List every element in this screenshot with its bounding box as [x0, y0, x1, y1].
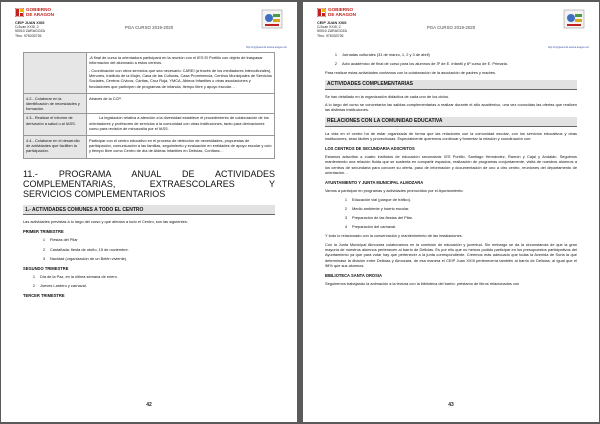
page-header [303, 5, 599, 49]
paragraph: A lo largo del curso se concretarán las salidas complementarias a realizar durante el año académico, una vez conocidas las ofertas que realicen las distintas instituciones. [325, 102, 577, 113]
table-cell-text: -A final de curso la orientadora participará en la reunión con el IES El Portillo con objeto de traspasar información del alumnado a estos centros. - Coordinación con otros servicios que sea necesario: CAREI (a través de los mediadores interculturales), Menores, Instituto de la Mujer, Casa de las Culturas, Casa Prominencia, Centros Municipales de Servicios Sociales, Centros Cívicos, Cáritas, Cruz Roja, YMCA, Abieca Infantiles u otras asociaciones y fundaciones que participen de programas de infancia, tiempo libre y apoyo escolar… [87, 53, 275, 94]
list-item: 1 Día de la Paz, en la última semana de enero. [32, 273, 118, 279]
paragraph: Se han detallado en la organización didáctica de cada uno de los ciclos. [325, 93, 450, 99]
page-number: 42 [146, 402, 152, 408]
table-row [24, 136, 275, 159]
subsection-title: BIBLIOTECA SANTA OROSIA [325, 273, 382, 279]
pga-title: PGA CURSO 2019-2020 [426, 25, 476, 30]
aragon-logo-icon [317, 8, 326, 17]
paragraph: Seguiremos trabajando la animación a la lectura con la biblioteca del barrio: préstamo de libros relacionados con [325, 281, 520, 287]
table-cell-text: La legislación relativa a atención a la diversidad establece el procedimiento de colaboración de los orientadores y profesores de servicios a la comunidad con otras instituciones, tanto para derivaciones como para revisión de minusvalía por el IASS. [87, 113, 275, 136]
table-row [24, 53, 275, 94]
school-badge-icon [563, 9, 585, 29]
list-item: 2 Acto académico de final de curso para los alumnos de 3º de E. Infantil y 6º curso de E. Primaria. [334, 61, 508, 67]
table-cell-label [24, 53, 87, 94]
section-heading: RELACIONES CON LA COMUNIDAD EDUCATIVA [325, 117, 577, 127]
term-title: SEGUNDO TRIMESTRE [23, 265, 69, 271]
chapter-heading: 11.- PROGRAMA ANUAL DE ACTIVIDADES COMPLEMENTARIAS, EXTRAESCOLARES Y SERVICIOS COMPLEMENTARIOS [23, 169, 275, 200]
list-item: 4 Preparación del carnaval. [344, 224, 397, 230]
table-row [24, 113, 275, 136]
school-info: CEIP JUAN XXIII C/Juan XXIII, 2 50010 ZARAGOZA Tfno. 976333726 [317, 21, 347, 38]
table-cell-label: 4.4.- Colaborar en el desarrollo de actividades que faciliten la participación. [24, 136, 87, 159]
subsection-title: AYUNTAMIENTO Y JUNTA MUNICIPAL ALMOZARA [325, 180, 424, 186]
paragraph: Con la Junta Municipal Almozara colaboramos en la comisión de educación y juventud. Sin embargo se da la circunstancia de que la gran mayoría de nuestros alumnos pertenecen al barrio de Delicias. Es por ello que no hemos podido participar en los presupuestos participativos del Ayuntamiento ya que para votar hay que pertenecer a la junta correspondiente. Creemos más adecuado que todas la Avenida de Soria la que determinase la división entre Delicias y Almozara, de esa manera el CEIP Juan XXIII pertenecería también al barrio de Delicias, al igual que el 98% que sus alumnos. [325, 241, 577, 268]
table-cell-text: Atraves de la CCP. [87, 94, 275, 114]
page-number: 43 [448, 402, 454, 408]
page-header [1, 5, 297, 49]
list-item: 2 Castañada: fiesta de otoño, 15 de noviembre. [42, 246, 129, 252]
list-item: 2 Jueves Lardero y carnaval. [32, 283, 87, 289]
government-name: GOBIERNO DE ARAGON [328, 7, 356, 17]
paragraph: La vida en el centro ha de estar organizada de forma que las relaciones con la comunidad escolar, con los servicios educativos y otras instituciones, sean fáciles y provechosas. Especialmente queremos continuar y fomentar la relación y coordinación con: [325, 130, 577, 141]
document-page-left [1, 2, 297, 422]
list-item: 3 Navidad (organización de un Belén viviente). [42, 255, 128, 261]
pga-title: PGA CURSO 2019-2020 [124, 25, 174, 30]
school-url[interactable]: http://cpjzjuanxxiii.educa.aragon.es/ [547, 46, 589, 49]
table-cell-label: 4.3.- Realizar el informe de derivación a salud o al IASS. [24, 113, 87, 136]
aragon-logo-icon [15, 8, 24, 17]
list-item: 1 Jornadas culturales (31 de marzo, 1, 2 y 3 de abril) [334, 52, 430, 57]
school-info: CEIP JUAN XXIII C/Juan XXIII, 2 50010 ZARAGOZA Tfno. 976333726 [15, 21, 45, 38]
table-cell-label: 4.2.- Colaborar en la identificación de necesidades y formación. [24, 94, 87, 114]
paragraph: Para realizar estas actividades contamos con la colaboración de la asociación de padres y madres. [325, 70, 497, 76]
document-page-right [303, 2, 599, 422]
list-item: 1 Fiestas del Pilar [42, 237, 78, 243]
paragraph: Estamos adscritos a cuatro institutos de educación secundaria: IES Portillo, Santiago Hernández, Ramón y Cajal y Andalán. Seguimos manteniendo una relación fluida que se sustenta en compartir espacios, realización de programas conjuntamente, visita de nuestros alumnos a los centros de secundaria para conocer su oferta, paso de información y documentación de uno a otro centro, reuniones del departamento de orientación… [325, 154, 577, 176]
subsection-title: LOS CENTROS DE SECUNDARIA ADSCRITOS [325, 146, 415, 152]
section-heading: ACTIVIDADES COMPLEMENTARIAS [325, 80, 577, 90]
paragraph: Y todo lo relacionado con la conservación y mantenimiento de las instalaciones. [325, 233, 463, 239]
table-cell-text: Participar con el centro educativo en el proceso de detección de necesidades, propuestas de participación, comunicación a las familias, seguimiento y evaluación en entidades de apoyo escolar y ocio y tiempo libre como Centro de día de Aldeas Infantiles en Delicias, Confianc… [87, 136, 275, 159]
table-row [24, 94, 275, 114]
school-badge-icon [261, 9, 283, 29]
list-item: 3 Preparación de las fiestas del Pilar. [344, 215, 413, 221]
section-heading: 1.- ACTIVIDADES COMUNES A TODO EL CENTRO [23, 205, 275, 215]
government-name: GOBIERNO DE ARAGON [26, 7, 54, 17]
term-title: TERCER TRIMESTRE [23, 293, 65, 299]
orientation-table [23, 52, 275, 159]
right-content [325, 52, 577, 290]
list-item: 1 Educación vial (parque de tráfico). [344, 196, 412, 202]
left-content [23, 52, 275, 301]
intro-text: Las actividades previstas a lo largo del curso y que afectan a todo el Centro, son las siguientes: [23, 219, 188, 225]
list-item: 2 Medio ambiente y huerto escolar. [344, 205, 410, 211]
term-title: PRIMER TRIMESTRE [23, 229, 64, 235]
school-url[interactable]: http://cpjzjuanxxiii.educa.aragon.es/ [245, 46, 287, 49]
paragraph: Vamos a participar en programas y actividades promovidos por el Ayuntamiento: [325, 188, 464, 194]
